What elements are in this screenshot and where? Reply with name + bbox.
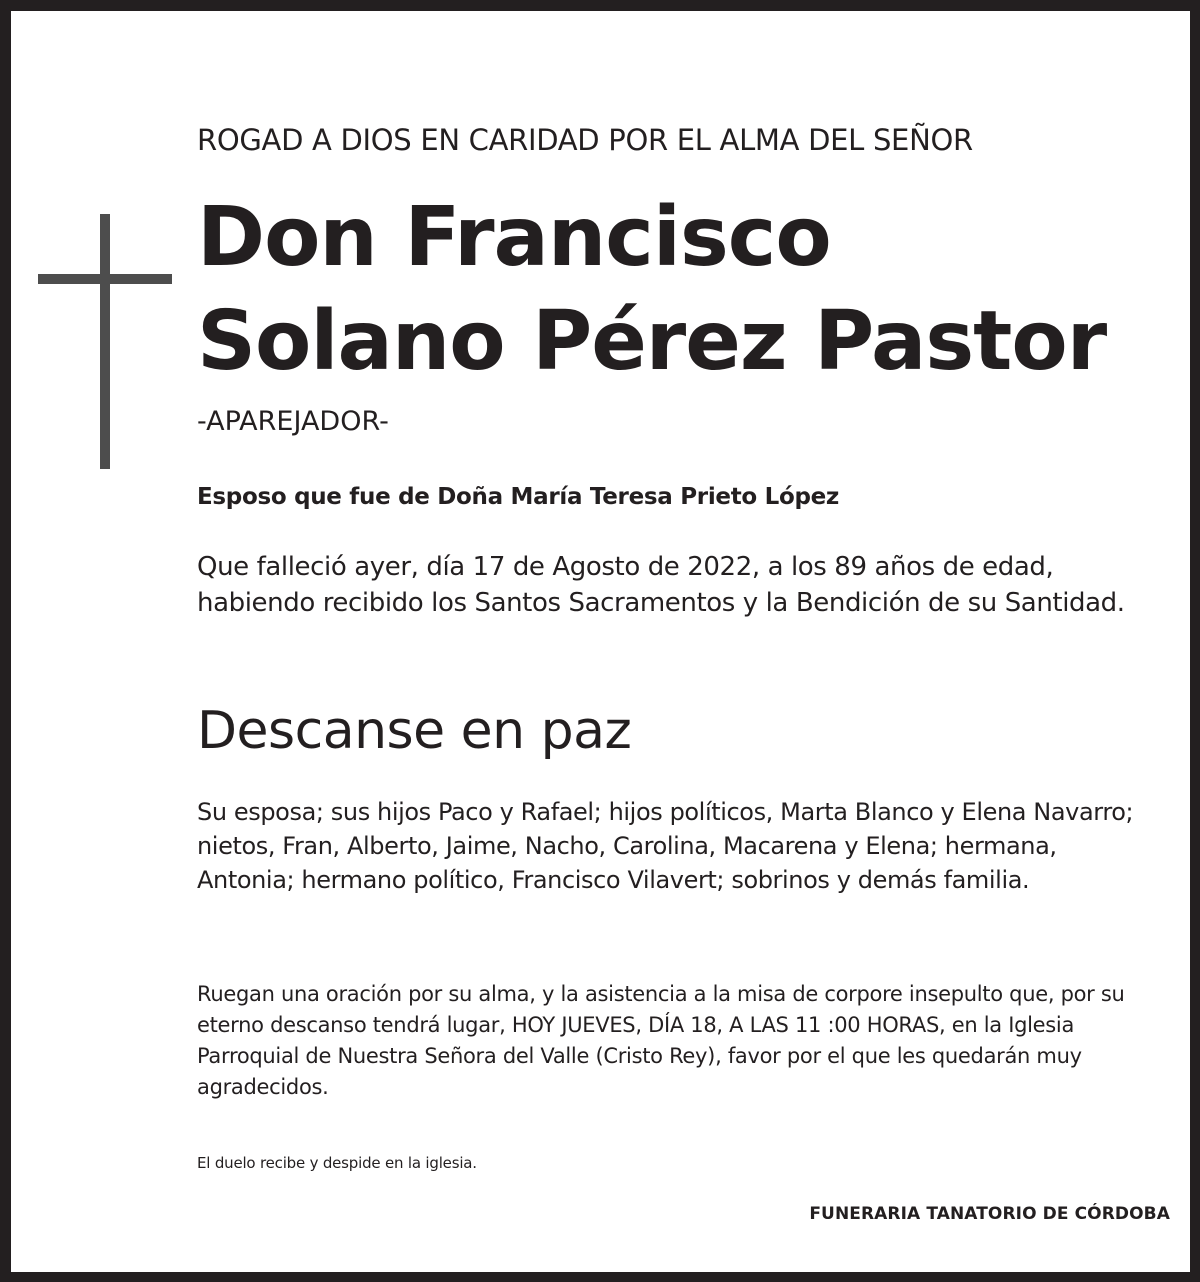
- intro-text: ROGAD A DIOS EN CARIDAD POR EL ALMA DEL SEÑOR: [197, 123, 973, 157]
- deceased-name-line-1: Don Francisco: [197, 190, 831, 285]
- prayer-request: Ruegan una oración por su alma, y la asistencia a la misa de corpore insepulto que, por su eterno descanso tendrá lugar, HOY JUEVES, DÍA 18, A LAS 11 :00 HORAS, en la Iglesia Parroquial de Nuestra Señora del Valle (Cristo Rey), favor por el que les quedarán muy agradecidos.: [197, 982, 1125, 1099]
- cross-vertical-bar: [100, 214, 110, 469]
- spouse-line: Esposo que fue de Doña María Teresa Prieto López: [197, 484, 840, 510]
- mourning-note: El duelo recibe y despide en la iglesia.: [197, 1154, 477, 1172]
- cross-horizontal-bar: [38, 274, 172, 284]
- funeral-home: FUNERARIA TANATORIO DE CÓRDOBA: [809, 1204, 1170, 1224]
- family-list: Su esposa; sus hijos Paco y Rafael; hijos políticos, Marta Blanco y Elena Navarro; nietos, Fran, Alberto, Jaime, Nacho, Carolina, Macarena y Elena; hermana, Antonia; hermano político, Francisco Vilavert; sobrinos y demás familia.: [197, 798, 1134, 894]
- deceased-name: [197, 186, 1106, 394]
- rest-in-peace: Descanse en paz: [197, 701, 632, 761]
- death-notice: Que falleció ayer, día 17 de Agosto de 2022, a los 89 años de edad, habiendo recibido los Santos Sacramentos y la Bendición de su Santidad.: [197, 552, 1125, 618]
- profession: -APAREJADOR-: [197, 406, 389, 437]
- deceased-name-line-2: Solano Pérez Pastor: [197, 294, 1107, 389]
